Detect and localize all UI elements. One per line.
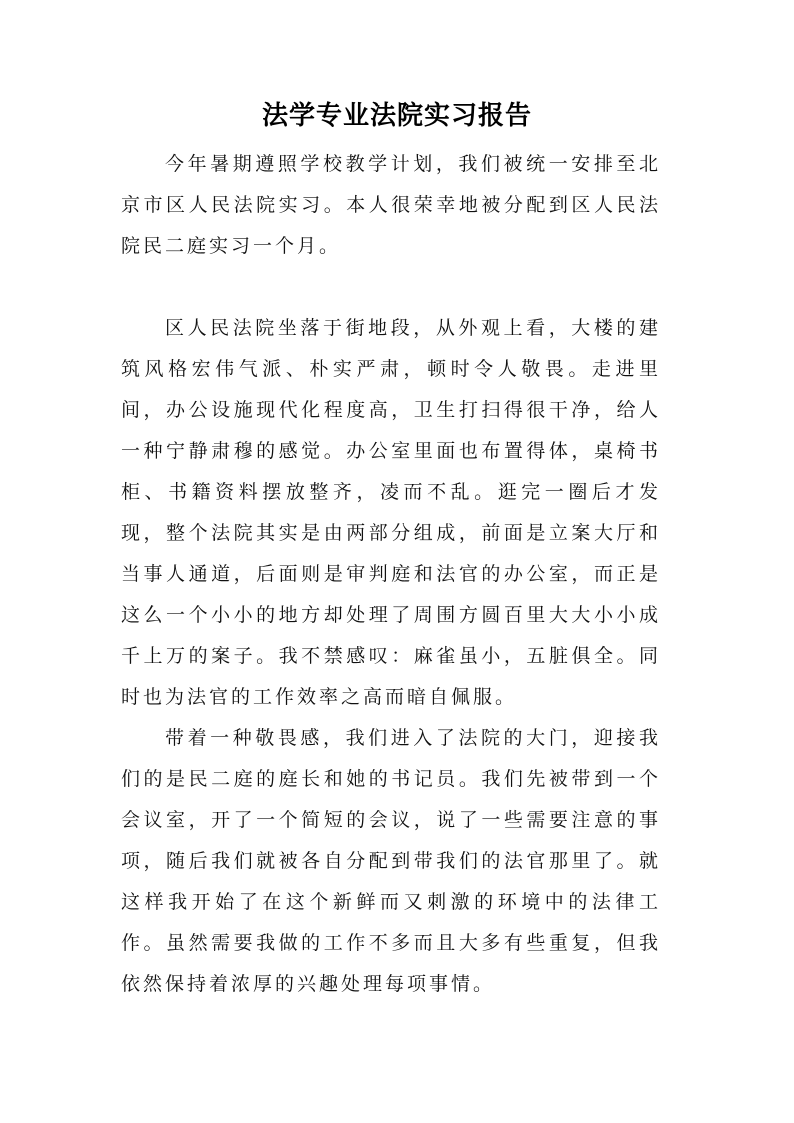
paragraph-1: 今年暑期遵照学校教学计划，我们被统一安排至北京市区人民法院实习。本人很荣幸地被分配到区人民法院民二庭实习一个月。 [121,153,661,257]
document-body [121,0,661,1123]
paragraph-3: 带着一种敬畏感，我们进入了法院的大门，迎接我们的是民二庭的庭长和她的书记员。我们先被带到一个会议室，开了一个简短的会议，说了一些需要注意的事项，随后我们就被各自分配到带我们的法官那里了。就这样我开始了在这个新鲜而又刺激的环境中的法律工作。虽然需要我做的工作不多而且大多有些重复，但我依然保持着浓厚的兴趣处理每项事情。 [121,727,661,995]
document-title: 法学专业法院实习报告 [261,101,532,131]
paragraph-2: 区人民法院坐落于街地段，从外观上看，大楼的建筑风格宏伟气派、朴实严肃，顿时令人敬畏。走进里间，办公设施现代化程度高，卫生打扫得很干净，给人一种宁静肃穆的感觉。办公室里面也布置得体，桌椅书柜、书籍资料摆放整齐，凌而不乱。逛完一圈后才发现，整个法院其实是由两部分组成，前面是立案大厅和当事人通道，后面则是审判庭和法官的办公室，而正是这么一个小小的地方却处理了周围方圆百里大大小小成千上万的案子。我不禁感叹：麻雀虽小，五脏俱全。同时也为法官的工作效率之高而暗自佩服。 [121,317,661,708]
